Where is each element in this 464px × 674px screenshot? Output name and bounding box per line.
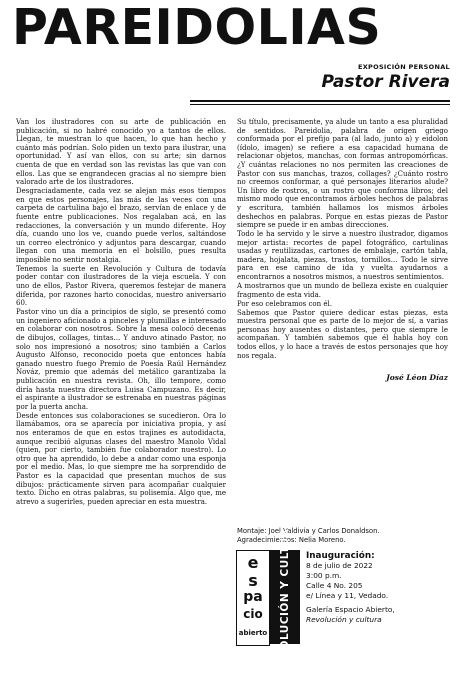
- paragraph: Van los ilustradores con su arte de publicación en publicación, si no habré conocido yo a tantos de ellos. Llegan, te muestran lo que hacen, lo que han hecho y cuánto más podrían. Solo piden un texto para ilustrar, una oportunidad. Y así van ellos, con su arte; sin darnos cuenta de que en verdad son las revistas las que van con ellos. Las que se engrandecen gracias al no siempre bien valorado arte de los ilustradores.: [16, 118, 226, 187]
- paragraph: Su título, precisamente, ya alude un tanto a esa pluralidad de sentidos. Pareidolia, palabra de origen griego conformada por el prefijo para (al lado, junto a) y eidolon (ídolo, imagen) se refiere a esa capacidad humana de relacionar objetos, manchas, con formas antropomórficas. ¿Y cuántas relaciones no nos permiten las creaciones de Pastor con sus manchas, trazos, collages? ¿Cuánto rostro no creemos conformar, a qué personajes literarios alude? Un libro de rostros, o un rostro que conforma libros; del mismo modo que encontramos árboles hechos de palabras y escritura, también hallamos los mismos árboles deshechos en palabras. Porque en estas piezas de Pastor siempre se puede ir en ambas direcciones.: [237, 118, 448, 230]
- event-venue: Galería Espacio Abierto,: [306, 605, 395, 614]
- author-signature: José Léon Díaz: [386, 373, 448, 383]
- paragraph: Tenemos la suerte en Revolución y Cultura de todavía poder contar con ilustradores de la vieja escuela. Y con uno de ellos, Pastor Rivera, queremos festejar de manera diferida, por razones harto conocidas, nuestro aniversario 60.: [16, 264, 226, 308]
- revolucion-cultura-logo: [270, 519, 300, 674]
- logo-text: e: [247, 553, 259, 572]
- event-info: [306, 551, 456, 625]
- logo-text: abierto: [238, 629, 268, 637]
- header-rule: [190, 100, 450, 102]
- logo-text: cio: [243, 607, 263, 621]
- espacio-abierto-logo: [236, 550, 270, 646]
- event-date: 8 de julio de 2022: [306, 561, 373, 570]
- logo-text: s: [248, 571, 258, 590]
- header-rule-thin: [190, 104, 450, 105]
- event-venue: Revolución y cultura: [306, 615, 382, 624]
- event-time: 3:00 p.m.: [306, 571, 342, 580]
- text-column-left: [16, 118, 226, 507]
- event-label: Inauguración:: [306, 551, 375, 561]
- event-address: e/ Línea y 11, Vedado.: [306, 591, 389, 600]
- thanks-credit: Agradecimientos: Nelia Moreno.: [237, 536, 346, 544]
- text-column-right: [237, 118, 448, 383]
- paragraph: Todo le ha servido y le sirve a nuestro ilustrador, digamos mejor artista: recortes de papel fotográfico, cartulinas usadas y reutilizadas, cartones de embalaje, cartón tabla, madera, hojalata, piezas, trastos, tornillos... Todo le sirve para en ese camino de ida y vuelta ayudarnos a encontrarnos a nosotros mismos, a nuestros sentimientos.: [237, 230, 448, 282]
- event-address: Calle 4 No. 205: [306, 581, 363, 590]
- poster-title: PAREIDOLIAS: [12, 0, 382, 56]
- paragraph: A mostrarnos que un mundo de belleza existe en cualquier fragmento de esta vida.: [237, 282, 448, 299]
- paragraph: Pastor vino un día a principios de siglo, se presentó como un ingeniero aficionado a pinceles y plumillas e interesado en colaborar con nosotros. Sobre la mesa colocó decenas de dibujos, collages, tintas... Y anduvo atinado Pastor, no solo nos impresionó a nosotros; sino también a Carlos Augusto Alfonso, reconocido poeta que entonces había ganado nuestro fuego Premio de Poesía Raúl Hernández Nováz, premio que además del metálico garantizaba la publicación en nuestra revista. Oh, illo tempore, como diría hasta nuestra directora Luisa Campuzano. Es decir, el aspirante a ilustrador se estrenaba en nuestras páginas por la puerta ancha.: [16, 308, 226, 411]
- paragraph: Desde entonces sus colaboraciones se sucedieron. Ora lo llamábamos, ora se aparecía por iniciativa propia, y así nos enteramos de que en estos trajines es autodidacta, aunque recibió algunas clases del maestro Manolo Vidal (quien, por cierto, también fue colaborador nuestro). Lo otro que ha aprendido, lo debe a andar como una esponja por el medio. Mas, lo que siempre me ha sorprendido de Pastor es la capacidad que presentan muchos de sus dibujos: prácticamente sirven para acompañar cualquier texto. Dicho en otras palabras, su polisemia. Algo que, me atrevo a sugerirles, pueden apreciar en esta muestra.: [16, 411, 226, 506]
- montage-credit: Montaje: Joel Valdivia y Carlos Donaldson.: [237, 527, 380, 535]
- logo-text: REVOLUCIÓN Y CULTURA: [279, 519, 291, 674]
- logo-text: pa: [243, 589, 263, 605]
- exhibition-subtitle: [260, 63, 450, 92]
- paragraph: Desgraciadamente, cada vez se alejan más esos tiempos en que estos personajes, las más de las veces con una carpeta de cartulina bajo el brazo, servían de enlace y de fuente entre publicaciones. Nos regalaban acá, en las redacciones, la conversación y un mundo diferente. Hoy día, cuando uno los ve, cuando puede verlos, saltándose un correo electrónico y adjuntos para descargar, cuando llegan con una memoria en el bolsillo, pues resulta imposible no sentir nostalgia.: [16, 187, 226, 264]
- credits: [237, 527, 452, 545]
- artist-name: Pastor Rivera: [321, 72, 450, 92]
- paragraph: Sabemos que Pastor quiere dedicar estas piezas, esta muestra personal que es parte de lo mejor de sí, a varias personas hoy ausentes o distantes, pero que siempre le acompañan. Y también sabemos que él habla hoy con todos ellos, y lo hace a través de estos personajes que hoy nos regala.: [237, 308, 448, 360]
- exhibition-label: EXPOSICIÓN PERSONAL: [358, 63, 450, 71]
- paragraph: Por eso celebramos con él.: [237, 299, 332, 308]
